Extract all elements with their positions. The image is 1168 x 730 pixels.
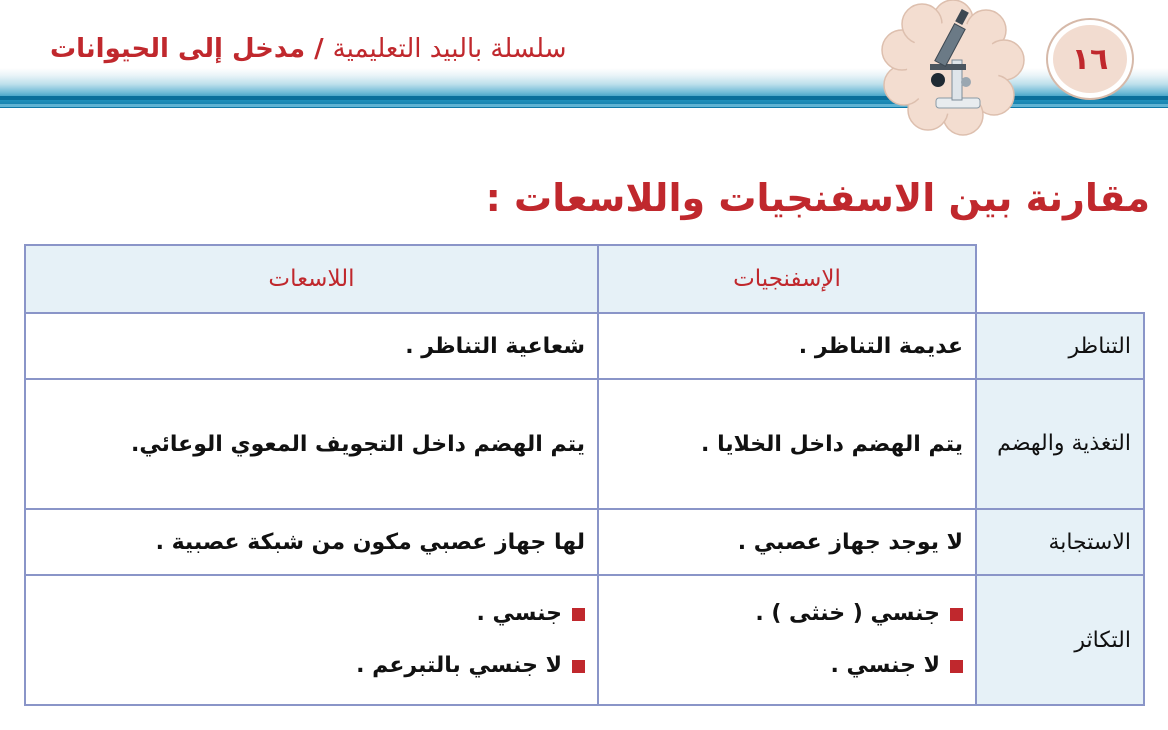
cell-cnidarians-reproduction: [25, 575, 598, 705]
square-bullet-icon: [950, 608, 963, 621]
row-label-reproduction: التكاثر: [976, 575, 1144, 705]
cell-cnidarians-response: لها جهاز عصبي مكون من شبكة عصبية .: [25, 509, 598, 575]
list-item: جنسي ( خنثى ) .: [755, 601, 940, 626]
series-sub: مدخل إلى الحيوانات: [50, 34, 306, 64]
series-title: [50, 34, 720, 74]
square-bullet-icon: [950, 660, 963, 673]
page-number: ١٦: [1048, 20, 1132, 98]
table-row: [25, 313, 1144, 379]
square-bullet-icon: [572, 660, 585, 673]
table-row: [25, 379, 1144, 509]
comparison-table: [24, 244, 1145, 706]
cell-sponges-reproduction: [598, 575, 976, 705]
microscope-icon: [878, 0, 1028, 138]
cell-sponges-nutrition: يتم الهضم داخل الخلايا .: [598, 379, 976, 509]
cell-sponges-symmetry: عديمة التناظر .: [598, 313, 976, 379]
table-corner: [976, 245, 1144, 313]
row-label-response: الاستجابة: [976, 509, 1144, 575]
column-header-cnidarians: اللاسعات: [25, 245, 598, 313]
series-separator: /: [305, 34, 333, 64]
series-main: سلسلة بالبيد التعليمية: [332, 34, 567, 64]
table-header-row: [25, 245, 1144, 313]
square-bullet-icon: [572, 608, 585, 621]
cell-cnidarians-symmetry: شعاعية التناظر .: [25, 313, 598, 379]
row-label-nutrition: التغذية والهضم: [976, 379, 1144, 509]
section-heading: مقارنة بين الاسفنجيات واللاسعات :: [485, 176, 1150, 220]
list-item: جنسي .: [476, 601, 562, 626]
cell-cnidarians-nutrition: يتم الهضم داخل التجويف المعوي الوعائي.: [25, 379, 598, 509]
table-row: [25, 575, 1144, 705]
cell-sponges-response: لا يوجد جهاز عصبي .: [598, 509, 976, 575]
list-item: لا جنسي .: [830, 653, 940, 678]
row-label-symmetry: التناظر: [976, 313, 1144, 379]
table-row: [25, 509, 1144, 575]
list-item: لا جنسي بالتبرعم .: [356, 653, 562, 678]
column-header-sponges: الإسفنجيات: [598, 245, 976, 313]
